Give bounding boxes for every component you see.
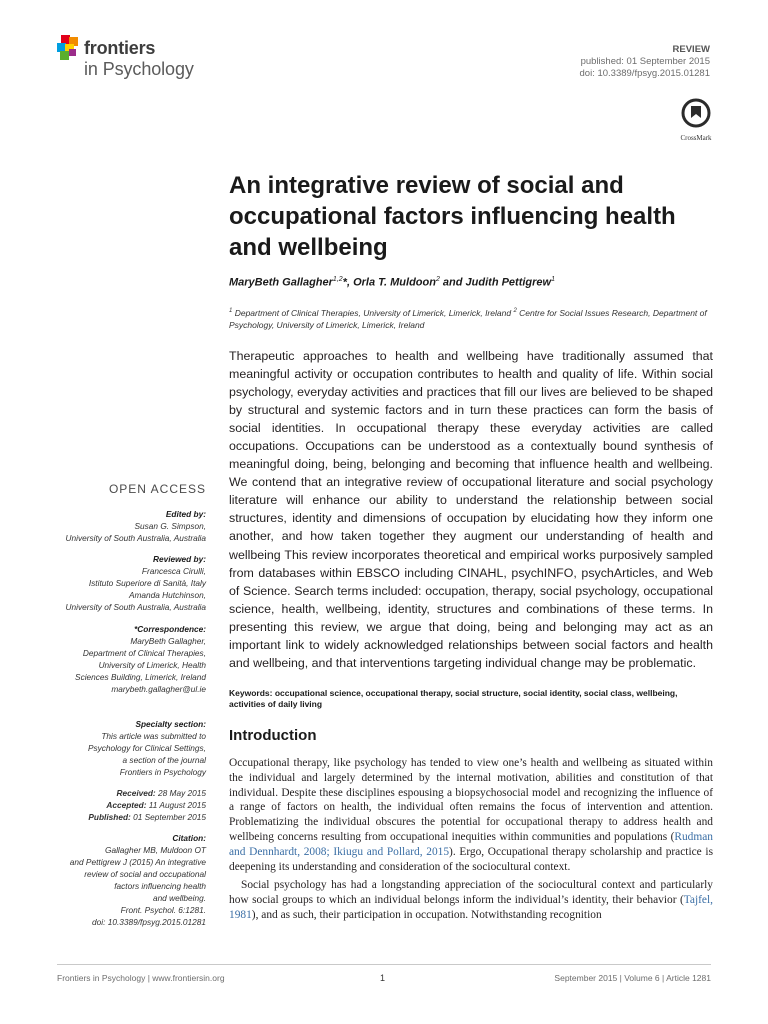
footer-issue: September 2015 | Volume 6 | Article 1281 (554, 973, 711, 983)
abstract: Therapeutic approaches to health and wellbeing have traditionally assumed that meaningful activity or occupation contributes to health and quality of life. Within social psychology, everyday activities and practices that fill our lives are believed to be shaped by structural and systemic factors and in turn these practices can form the basis of social identities. In occupational therapy these everyday activities are called occupations. Occupations can be understood as a contextually bound synthesis of meaningful doing, being, belonging and becoming that influence health and wellbeing. We contend that an integrative review of occupational literature and social psychology literature will enhance our ability to understand the relationship between social structures, identity and dimensions of occupation by elucidating how they inform one another, and how taken together they augment our understanding of health and wellbeing This review incorporates theoretical and empirical works purposively sampled from databases within EBSCO including CINAHL, psychINFO, psychArticles, and Web of Science. Search terms included: occupation, therapy, social psychology, occupational science, health, wellbeing, identity, structures and combinations of these terms. In presenting this review, we argue that doing, being and belonging may act as an important link to widely acknowledged relationships between social factors and health and wellbeing, and that interventions targeting individual change may be problematic. (229, 349, 713, 670)
received-date (6, 787, 206, 799)
affiliation-text: Centre for Social Issues Research, Department of Psychology, University of Limerick, Limerick, Ireland (229, 307, 707, 330)
corresponding-mark: * (342, 276, 347, 289)
author-affil-sup: 1 (551, 276, 556, 283)
accepted-value: 11 August 2015 (148, 800, 206, 810)
received-label: Received: (116, 788, 156, 798)
correspondence-line: MaryBeth Gallagher, (130, 636, 206, 646)
reviewer-line: University of South Australia, Australia (65, 602, 206, 612)
affiliations (229, 305, 713, 331)
section-heading: Introduction (229, 727, 317, 744)
correspondence-block (6, 623, 206, 695)
keywords-label: Keywords: (229, 688, 273, 698)
affiliation-text: Department of Clinical Therapies, University of Limerick, Limerick, Ireland (234, 307, 512, 318)
author-separator: and (439, 276, 466, 289)
specialty-line: This article was submitted to (101, 731, 206, 741)
crossmark-label: CrossMark (680, 134, 712, 142)
citation-link[interactable]: Tajfel, 1981 (229, 894, 713, 921)
published-value: 01 September 2015 (133, 812, 206, 822)
paragraph-text: Occupational therapy, like psychology has tended to view one’s health and wellbeing as situated within the individual and largely determined by the internal motivation, abilities and constitution of that individual. Despite these disciplines espousing a biopsychosocial model and recognizing the influence of a range of factors on health, the individual often remains the focus of intervention and attention. Problematizing the individual obscures the potential for occupational therapy to address health and wellbeing concerns resulting from occupational inequities within communities and populations ( (229, 757, 713, 843)
footer-divider (57, 964, 711, 965)
brand-subtitle: in Psychology (84, 59, 194, 79)
published-date: published: 01 September 2015 (580, 56, 710, 67)
affil-sup: 2 (513, 308, 517, 314)
crossmark-icon (681, 98, 711, 128)
citation-link[interactable]: Rudman and Dennhardt, 2008; Ikiugu and Pollard, 2015 (229, 830, 713, 858)
introduction-body (229, 756, 713, 923)
citation-doi[interactable]: doi: 10.3389/fpsyg.2015.01281 (92, 917, 206, 927)
reviewer-line: Istituto Superiore di Sanità, Italy (88, 578, 206, 588)
citation-line: and wellbeing. (152, 893, 206, 903)
specialty-line: a section of the journal (122, 755, 206, 765)
page-number: 1 (380, 973, 386, 983)
correspondence-line: Department of Clinical Therapies, (82, 648, 206, 658)
citation-line: factors influencing health (114, 881, 206, 891)
reviewer-line: Amanda Hutchinson, (128, 590, 206, 600)
citation-line: and Pettigrew J (2015) An integrative (69, 857, 206, 867)
author-separator: , (346, 276, 354, 289)
editor-line: University of South Australia, Australia (65, 533, 206, 543)
specialty-line: Psychology for Clinical Settings, (87, 743, 206, 753)
paragraph (229, 756, 713, 874)
reviewer-line: Francesca Cirulli, (141, 566, 206, 576)
accepted-label: Accepted: (106, 800, 147, 810)
author-affil-sup: 1,2 (332, 276, 343, 283)
brand-name: frontiers (84, 38, 156, 58)
correspondence-line: Sciences Building, Limerick, Ireland (75, 672, 206, 682)
author-name[interactable]: Orla T. Muldoon (353, 276, 436, 289)
citation-line: Gallagher MB, Muldoon OT (105, 845, 206, 855)
citation-line: review of social and occupational (84, 869, 206, 879)
journal-logo[interactable] (57, 35, 207, 83)
author-affil-sup: 2 (435, 276, 440, 283)
edited-by-block (6, 508, 206, 544)
published-label: Published: (88, 812, 131, 822)
paragraph-text: ), and as such, their participation in occupation. Notwithstanding recognition (251, 908, 602, 921)
specialty-block (6, 718, 206, 778)
paragraph (229, 878, 713, 922)
article-title: An integrative review of social and occupational factors influencing health and wellbeing (229, 172, 676, 261)
frontiers-logo-icon (57, 35, 79, 59)
reviewed-by-block (6, 553, 206, 613)
edited-by-label: Edited by: (165, 509, 206, 519)
specialty-line: Frontiers in Psychology (119, 767, 206, 777)
keywords-value: occupational science, occupational therapy, social structure, social identity, social class, wellbeing, activities of daily living (229, 688, 678, 709)
citation-block (6, 832, 206, 928)
keywords (229, 688, 713, 710)
citation-label: Citation: (172, 833, 206, 843)
editor-line: Susan G. Simpson, (134, 521, 206, 531)
received-value: 28 May 2015 (158, 788, 206, 798)
open-access-label: OPEN ACCESS (108, 482, 206, 496)
correspondence-line: University of Limerick, Health (98, 660, 206, 670)
paragraph-text: ). Ergo, Occupational therapy scholarship and practice is deepening its understanding and consideration of the sociocultural context. (229, 845, 713, 873)
article-header (580, 44, 710, 80)
citation-line: Front. Psychol. 6:1281. (120, 905, 206, 915)
reviewed-by-label: Reviewed by: (152, 554, 206, 564)
specialty-label: Specialty section: (135, 719, 206, 729)
accepted-date (6, 799, 206, 811)
affil-sup: 1 (229, 308, 233, 314)
email-link[interactable]: marybeth.gallagher@ul.ie (111, 684, 206, 694)
author-name[interactable]: Judith Pettigrew (465, 276, 552, 289)
dates-block (6, 787, 206, 823)
footer-journal[interactable]: Frontiers in Psychology | www.frontiersin.org (57, 973, 225, 983)
article-type: REVIEW (672, 44, 710, 55)
author-name[interactable]: MaryBeth Gallagher (229, 276, 333, 289)
correspondence-label: *Correspondence: (134, 624, 206, 634)
article-doi[interactable]: doi: 10.3389/fpsyg.2015.01281 (579, 68, 710, 79)
crossmark-badge[interactable] (676, 98, 716, 142)
published-date-side (6, 811, 206, 823)
author-list (229, 276, 719, 289)
paragraph-text: Social psychology has had a longstanding appreciation of the sociocultural context and particularly how social groups to which an individual belongs inform the individual’s identity, their behavior ( (229, 879, 713, 907)
